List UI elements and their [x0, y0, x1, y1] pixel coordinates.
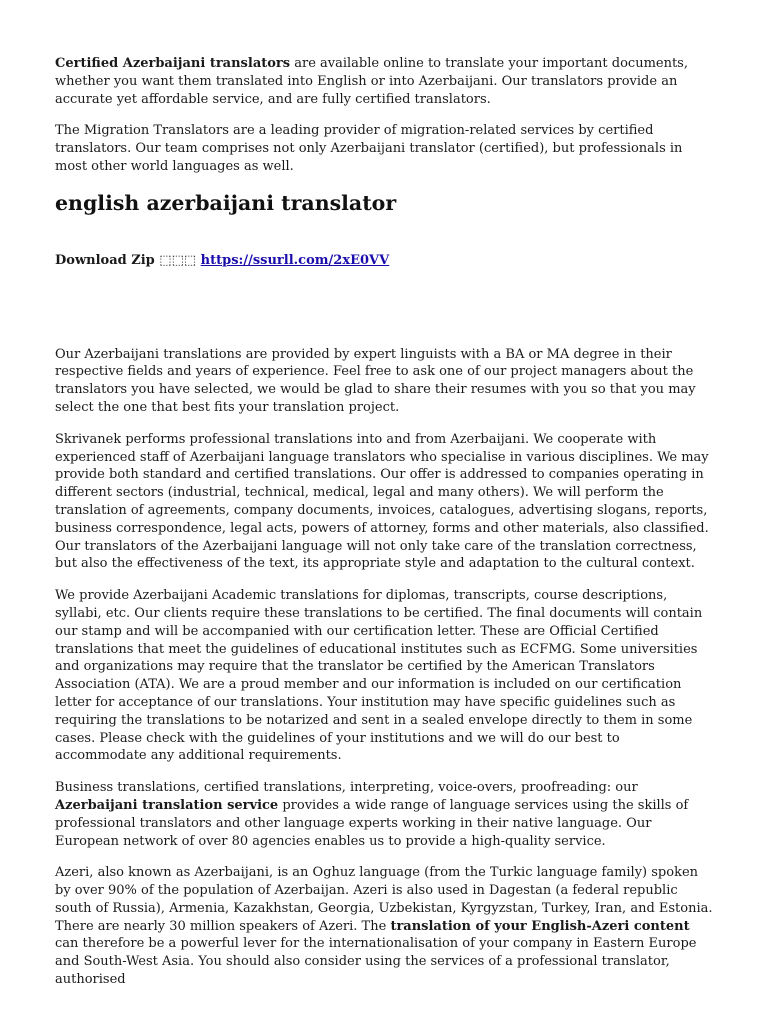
body-paragraph-4-end: provides a wide range of language services using the skills of professional translators and other language experts working in their native language. Our European network of over 80 agencies enables us to provide a high-quality service.	[55, 797, 689, 849]
body-paragraph-1: Our Azerbaijani translations are provided by expert linguists with a BA or MA degree in their respective fields and years of experience. Feel free to ask one of our project managers about the translators you have selected, we would be glad to share their resumes with you so that you may select the one that best fits your translation project.	[55, 346, 696, 415]
body-paragraph-4-start: Business translations, certified translations, interpreting, voice-overs, proofreading: our	[55, 780, 638, 796]
body-paragraph-5	[55, 864, 715, 989]
body-paragraph-5-bold: translation of your English-Azeri content	[390, 918, 690, 934]
body-paragraph-5-end: can therefore be a powerful lever for the internationalisation of your company in Eastern Europe and South-West Asia. You should also consider using the services of a professional translator, authorised	[55, 936, 697, 988]
download-link[interactable]: https://ssurll.com/2xE0VV	[200, 252, 390, 268]
blank-spacer	[55, 284, 715, 346]
intro-paragraph-1-text: are available online to translate your important documents, whether you want them translated into English or into Azerbaijani. Our translators provide an accurate yet affordable service, and are fully certified translators.	[55, 56, 688, 107]
intro-paragraph-2: The Migration Translators are a leading provider of migration-related services by certified translators. Our team comprises not only Azerbaijani translator (certified), but professionals in most other world languages as well.	[55, 123, 683, 174]
body-paragraph-5-start: Azeri, also known as Azerbaijani, is an Oghuz language (from the Turkic language family) spoken by over 90% of the population of Azerbaijan. Azeri is also used in Dagestan (a federal republic south of Russia), Armenia, Kazakhstan, Georgia, Uzbekistan, Kyrgyzstan, Turkey, Iran, and Estonia. There are nearly 30 million speakers of Azeri. The	[55, 865, 713, 934]
intro-paragraph-1	[55, 55, 715, 108]
body-paragraph-3: We provide Azerbaijani Academic translations for diplomas, transcripts, course descriptions, syllabi, etc. Our clients require these translations to be certified. The final documents will contain our stamp and will be accompanied with our certification letter. These are Official Certified translations that meet the guidelines of educational institutes such as ECFMG. Some universities and organizations may require that the translator be certified by the American Translators Association (ATA). We are a proud member and our information is included on our certification letter for acceptance of our translations. Your institution may have specific guidelines such as requiring the translations to be notarized and sent in a sealed envelope directly to them in some cases. Please check with the guidelines of your institutions and we will do our best to accommodate any additional requirements.	[55, 588, 703, 764]
download-line	[55, 252, 715, 270]
placeholder-glyphs: ⬚⬚⬚	[159, 252, 197, 268]
intro-bold-phrase: Certified Azerbaijani translators	[55, 56, 291, 71]
document-page	[55, 55, 715, 1003]
download-label: Download Zip	[55, 252, 160, 268]
body-paragraph-4	[55, 779, 715, 850]
body-paragraph-4-bold: Azerbaijani translation service	[55, 797, 279, 813]
page-heading: english azerbaijani translator	[55, 190, 397, 215]
body-paragraph-2: Skrivanek performs professional translations into and from Azerbaijani. We cooperate with experienced staff of Azerbaijani language translators who specialise in various disciplines. We may provide both standard and certified translations. Our offer is addressed to companies operating in different sectors (industrial, technical, medical, legal and many others). We will perform the translation of agreements, company documents, invoices, catalogues, advertising slogans, reports, business correspondence, legal acts, powers of attorney, forms and other materials, also classified. Our translators of the Azerbaijani language will not only take care of the translation correctness, but also the effectiveness of the text, its appropriate style and adaptation to the cultural context.	[55, 431, 709, 572]
